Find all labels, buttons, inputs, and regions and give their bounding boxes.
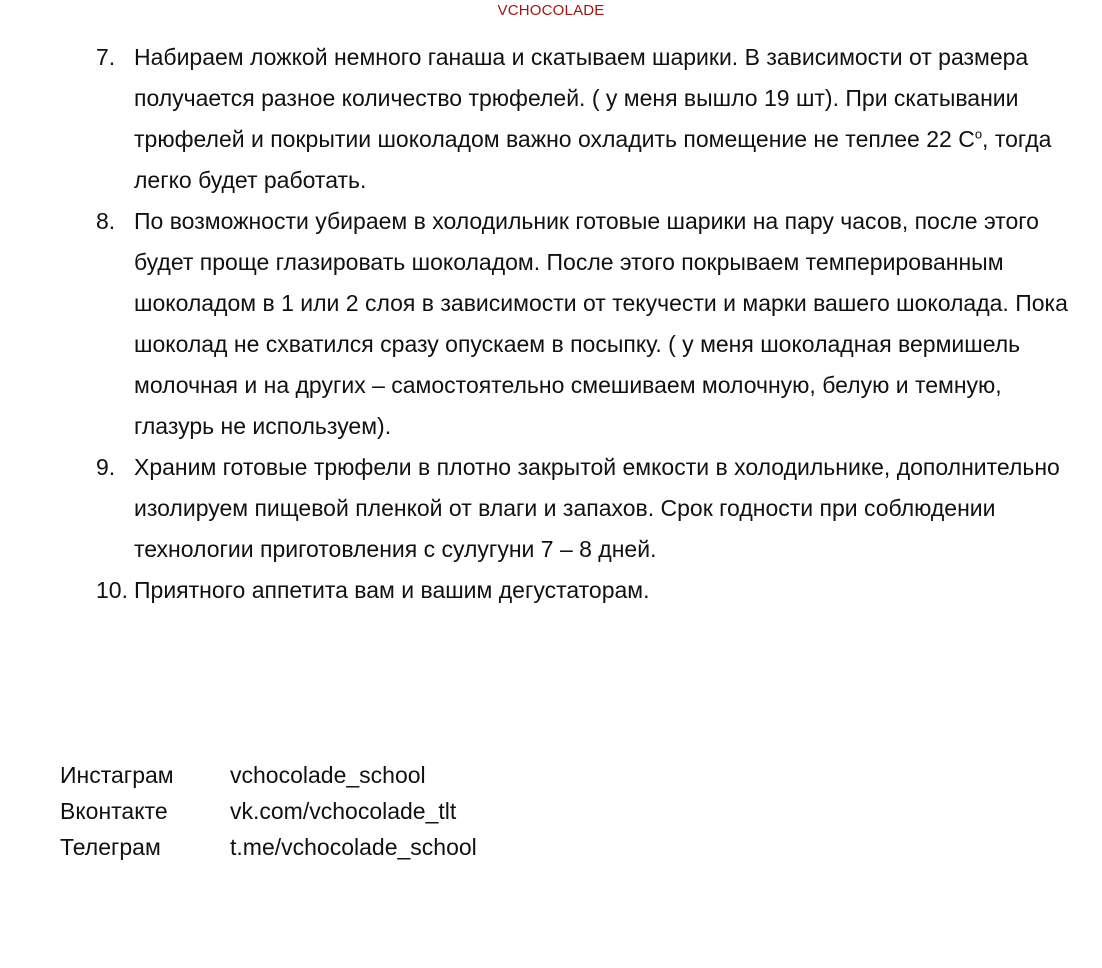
contact-row-telegram xyxy=(60,829,477,865)
contact-value: t.me/vchocolade_school xyxy=(230,834,477,860)
contact-label: Телеграм xyxy=(60,834,161,860)
step-text: Приятного аппетита вам и вашим дегустаторам. xyxy=(134,577,650,603)
contact-row-vkontakte xyxy=(60,793,477,829)
step-text: Храним готовые трюфели в плотно закрытой емкости в холодильнике, дополнительно изолируем пищевой пленкой от влаги и запахов. Срок годности при соблюдении технологии приготовления с сулугуни 7 – 8 дней. xyxy=(134,454,1060,562)
step-number: 8. xyxy=(96,208,116,234)
step-number: 7. xyxy=(96,44,116,70)
list-item-step-8 xyxy=(96,201,1086,447)
degree-superscript: о xyxy=(974,126,983,142)
list-item-step-9 xyxy=(96,447,1086,570)
list-item-step-10 xyxy=(96,570,1086,611)
recipe-steps-list xyxy=(96,37,1086,611)
page-header-brand: VCHOCOLADE xyxy=(497,2,605,19)
step-text: Набираем ложкой немного ганаша и скатываем шарики. В зависимости от размера получается разное количество трюфелей. ( у меня вышло 19 шт). При скатывании трюфелей и покрытии шоколадом важно охладить помещение не теплее 22 $С^о$, тогда легко будет работать. xyxy=(134,44,1052,193)
contact-label: Вконтакте xyxy=(60,798,168,824)
contact-label: Инстаграм xyxy=(60,762,174,788)
list-item-step-7 xyxy=(96,37,1086,201)
step-number: 10. xyxy=(96,577,128,603)
contact-value: vchocolade_school xyxy=(230,762,426,788)
step-number: 9. xyxy=(96,454,116,480)
step-text: По возможности убираем в холодильник готовые шарики на пару часов, после этого будет проще глазировать шоколадом. После этого покрываем темперированным шоколадом в 1 или 2 слоя в зависимости от текучести и марки вашего шоколада. Пока шоколад не схватился сразу опускаем в посыпку. ( у меня шоколадная вермишель молочная и на других – самостоятельно смешиваем молочную, белую и темную, глазурь не используем). xyxy=(134,208,1068,439)
contact-value: vk.com/vchocolade_tlt xyxy=(230,798,457,824)
contact-row-instagram xyxy=(60,757,477,793)
contacts-block xyxy=(60,757,477,865)
